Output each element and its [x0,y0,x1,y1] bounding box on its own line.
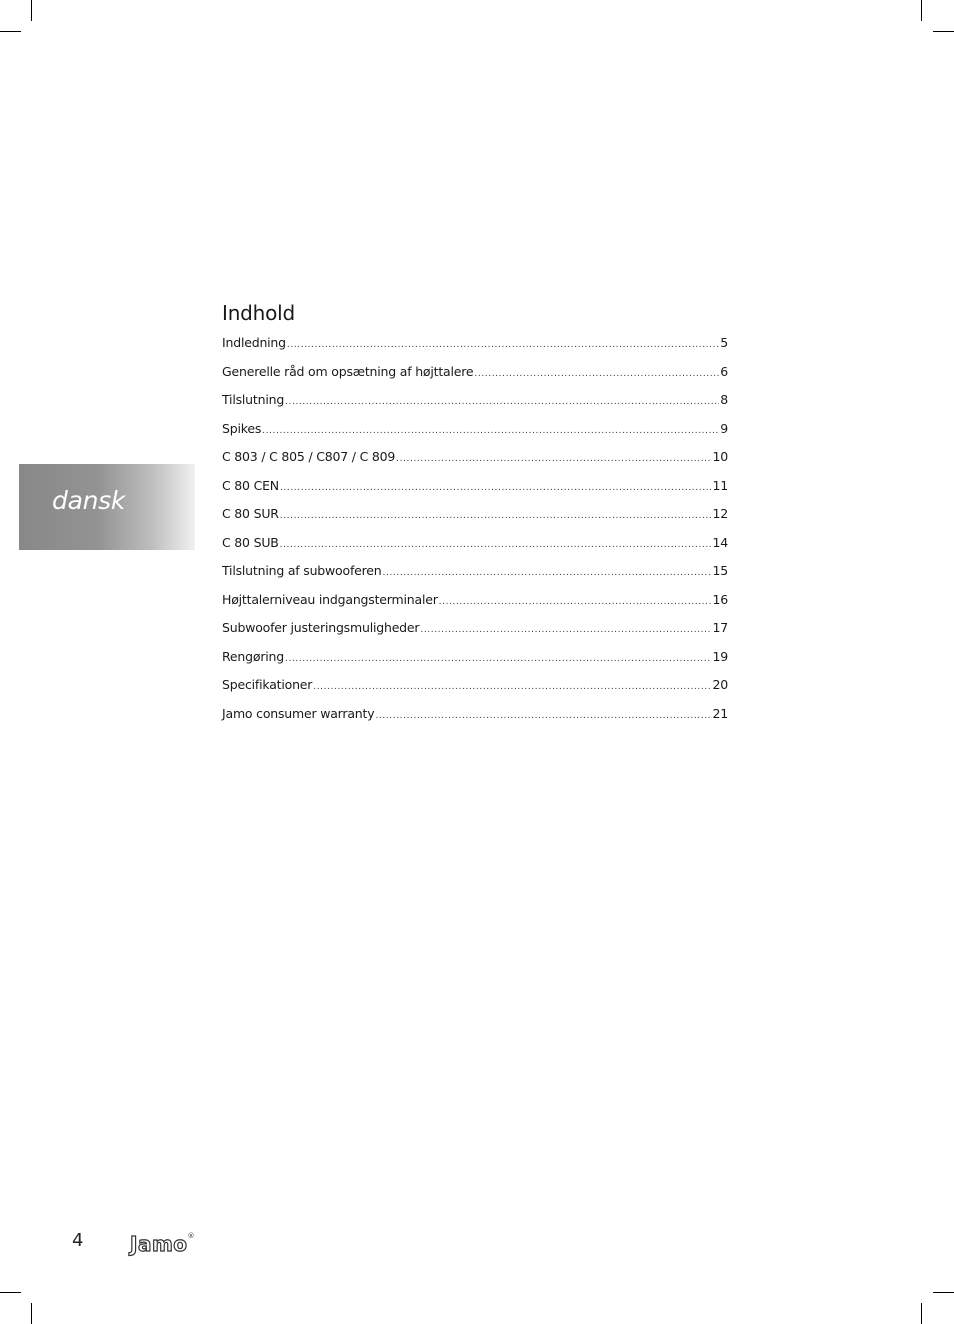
toc-leader-dots [313,682,711,692]
toc-entry [222,592,728,621]
toc-entry-label: Indledning [222,335,286,350]
toc-entry-label: Subwoofer justeringsmuligheder [222,620,420,635]
toc-entry-page: 14 [712,534,728,550]
crop-mark [933,1292,954,1293]
toc-leader-dots [280,540,712,550]
table-of-contents [222,299,728,734]
toc-entry [222,649,728,678]
toc-entry-page: 6 [720,363,728,379]
toc-entry [222,506,728,535]
crop-mark [0,31,21,32]
toc-entry-label: C 80 SUB [222,534,279,550]
toc-entry-label: Tilslutning af subwooferen [222,563,382,578]
toc-entry-page: 10 [712,449,728,464]
toc-entry [222,706,728,735]
toc-entry-page: 20 [712,677,728,692]
toc-entry-page: 5 [720,335,728,350]
toc-entry-label: Tilslutning [222,392,285,407]
language-tab-label: dansk [52,486,126,515]
toc-entry [222,563,728,592]
toc-leader-dots [474,369,719,379]
toc-entry-label: Jamo consumer warranty [222,705,375,721]
toc-entry-page: 9 [720,420,728,436]
page-number: 4 [72,1230,84,1251]
toc-leader-dots [287,340,719,350]
toc-leader-dots [280,483,712,493]
toc-leader-dots [375,711,711,721]
crop-mark [921,0,922,21]
toc-leader-dots [439,597,712,607]
toc-entry-page: 17 [712,620,728,635]
toc-entry-label: C 803 / C 805 / C807 / C 809 [222,449,396,464]
language-tab [19,464,195,550]
toc-leader-dots [280,511,712,521]
crop-mark [0,1292,21,1293]
crop-mark [933,31,954,32]
toc-entry-page: 16 [712,591,728,607]
toc-entry-label: Rengøring [222,648,284,664]
toc-entry-page: 19 [712,648,728,664]
toc-entry [222,335,728,364]
jamo-logo-text: Jamo [130,1232,188,1256]
toc-entry [222,478,728,507]
toc-entry-page: 11 [712,477,728,493]
toc-entry-label: Højttalerniveau indgangsterminaler [222,591,438,607]
crop-mark [921,1303,922,1324]
toc-entry-page: 8 [720,392,728,407]
toc-leader-dots [420,625,711,635]
toc-entry-page: 15 [712,563,728,578]
toc-entry [222,677,728,706]
toc-list [222,335,728,734]
toc-entry-label: Specifikationer [222,677,313,692]
jamo-logo [130,1232,195,1256]
toc-entry-label: C 80 SUR [222,506,279,521]
toc-leader-dots [262,426,719,436]
toc-title: Indhold [222,301,296,325]
toc-entry [222,392,728,421]
toc-entry [222,421,728,450]
toc-leader-dots [285,654,711,664]
crop-mark [31,0,32,21]
toc-entry [222,364,728,393]
toc-entry [222,449,728,478]
toc-entry-page: 21 [712,705,728,721]
toc-leader-dots [285,397,719,407]
crop-mark [31,1303,32,1324]
toc-entry-label: Generelle råd om opsætning af højttalere [222,363,474,379]
toc-entry [222,620,728,649]
toc-entry-page: 12 [712,506,728,521]
toc-leader-dots [383,568,712,578]
toc-leader-dots [396,454,711,464]
toc-entry-label: Spikes [222,420,262,436]
registered-mark: ® [187,1232,196,1240]
toc-entry [222,535,728,564]
toc-entry-label: C 80 CEN [222,477,279,493]
